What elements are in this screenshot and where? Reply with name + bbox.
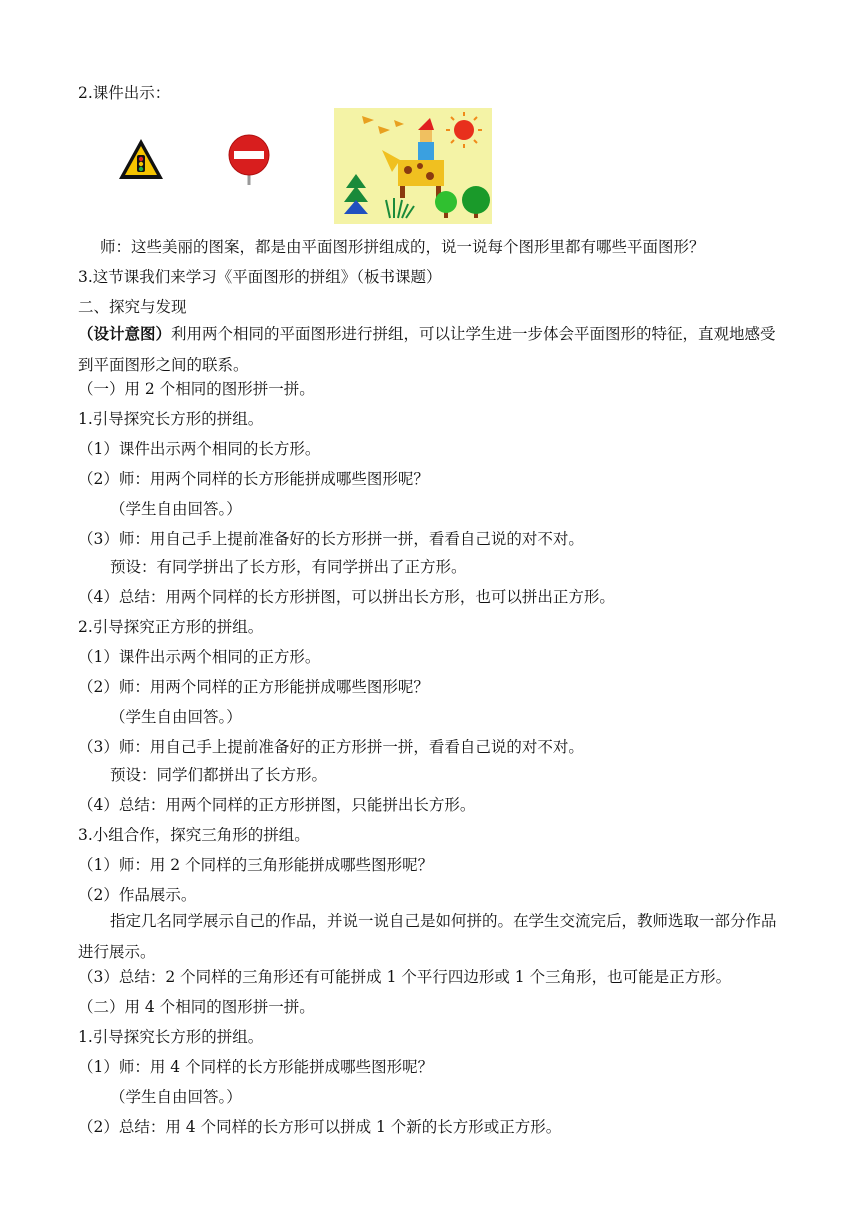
list-item: （2）作品展示。	[78, 886, 197, 904]
list-item: （学生自由回答。）	[110, 500, 242, 518]
list-item: （2）师：用两个同样的正方形能拼成哪些图形呢？	[78, 678, 429, 696]
section-heading: 2.课件出示：	[78, 84, 171, 102]
section-title: 二、探究与发现	[78, 298, 187, 316]
list-item: （1）课件出示两个相同的长方形。	[78, 440, 321, 458]
step-heading: 1.引导探究长方形的拼组。	[78, 1028, 264, 1046]
subsection-title: （二）用 4 个相同的图形拼一拼。	[78, 998, 315, 1016]
description-paragraph: 指定几名同学展示自己的作品，并说一说自己是如何拼的。在学生交流完后，教师选取一部分作品进行展示。	[78, 912, 777, 961]
list-item: 预设：同学们都拼出了长方形。	[110, 766, 328, 784]
list-item: （3）师：用自己手上提前准备好的正方形拼一拼，看看自己说的对不对。	[78, 738, 584, 756]
list-item: （1）课件出示两个相同的正方形。	[78, 648, 321, 666]
intro-question: 师：这些美丽的图案，都是由平面图形拼组成的，说一说每个图形里都有哪些平面图形？	[100, 238, 705, 256]
list-item: （学生自由回答。）	[110, 1088, 242, 1106]
traffic-light-warning-sign-icon	[116, 136, 166, 182]
shape-collage-picture	[334, 108, 492, 224]
list-item: （3）总结：2 个同样的三角形还有可能拼成 1 个平行四边形或 1 个三角形，也可能是正方形。	[78, 968, 732, 986]
list-item: （1）师：用 4 个同样的长方形能拼成哪些图形呢？	[78, 1058, 434, 1076]
design-intent-label: （设计意图）	[78, 324, 172, 343]
list-item: （4）总结：用两个同样的长方形拼图，可以拼出长方形，也可以拼出正方形。	[78, 588, 615, 606]
topic-line: 3.这节课我们来学习《平面图形的拼组》（板书课题）	[78, 268, 442, 286]
list-item: （4）总结：用两个同样的正方形拼图，只能拼出长方形。	[78, 796, 476, 814]
design-intent-text: 利用两个相同的平面图形进行拼组，可以让学生进一步体会平面图形的特征，直观地感受到平面图形之间的联系。	[78, 325, 776, 374]
list-item: （2）师：用两个同样的长方形能拼成哪些图形呢？	[78, 470, 429, 488]
list-item: （2）总结：用 4 个同样的长方形可以拼成 1 个新的长方形或正方形。	[78, 1118, 562, 1136]
step-heading: 1.引导探究长方形的拼组。	[78, 410, 264, 428]
list-item: 预设：有同学拼出了长方形，有同学拼出了正方形。	[110, 558, 467, 576]
step-heading: 2.引导探究正方形的拼组。	[78, 618, 264, 636]
list-item: （1）师：用 2 个同样的三角形能拼成哪些图形呢？	[78, 856, 434, 874]
list-item: （学生自由回答。）	[110, 708, 242, 726]
step-heading: 3.小组合作，探究三角形的拼组。	[78, 826, 310, 844]
design-intent	[78, 318, 784, 381]
subsection-title: （一）用 2 个相同的图形拼一拼。	[78, 380, 315, 398]
list-item: （3）师：用自己手上提前准备好的长方形拼一拼，看看自己说的对不对。	[78, 530, 584, 548]
no-entry-sign-icon	[226, 134, 272, 186]
